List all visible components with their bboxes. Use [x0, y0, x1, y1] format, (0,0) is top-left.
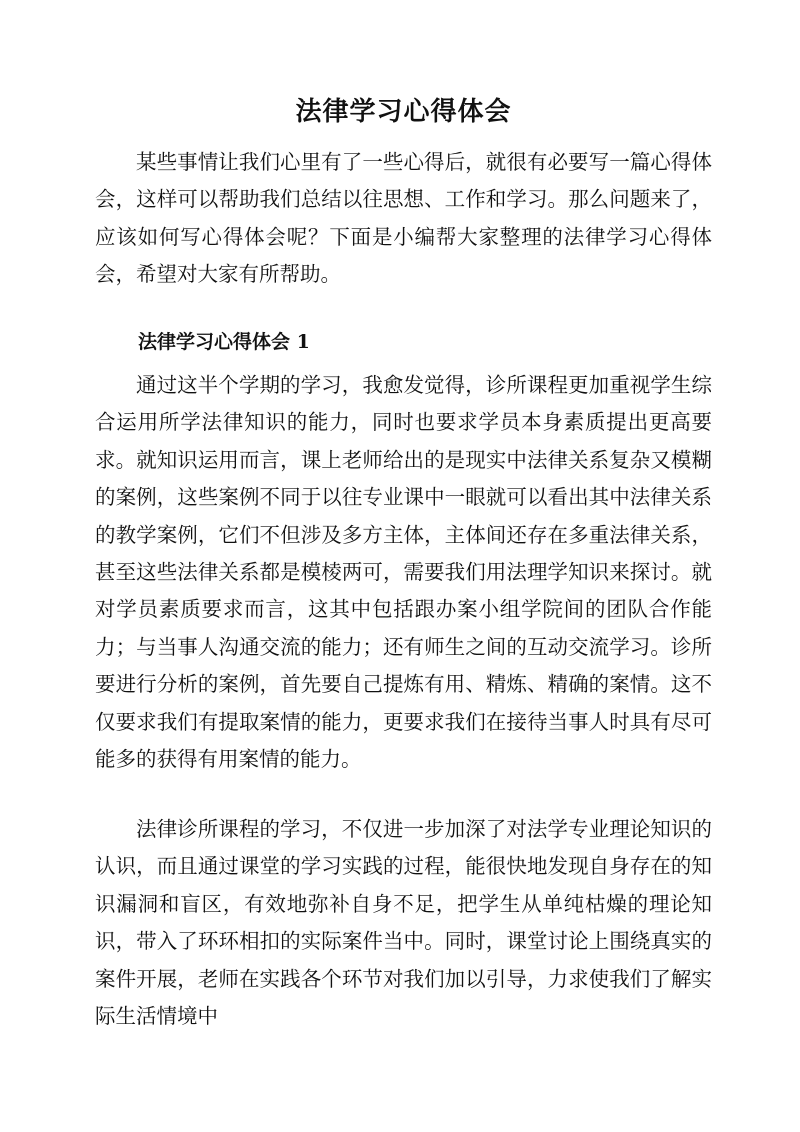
- intro-paragraph: 某些事情让我们心里有了一些心得后，就很有必要写一篇心得体会，这样可以帮助我们总结以往思想、工作和学习。那么问题来了，应该如何写心得体会呢？下面是小编帮大家整理的法律学习心得体会，希望对大家有所帮助。: [95, 150, 712, 287]
- document-title: 法律学习心得体会: [295, 97, 512, 127]
- body-paragraph-2: 法律诊所课程的学习，不仅进一步加深了对法学专业理论知识的认识，而且通过课堂的学习实践的过程，能很快地发现自身存在的知识漏洞和盲区，有效地弥补自身不足，把学生从单纯枯燥的理论知识，带入了环环相扣的实际案件当中。同时，课堂讨论上围绕真实的案件开展，老师在实践各个环节对我们加以引导，力求使我们了解实际生活情境中: [95, 817, 712, 1029]
- section-heading: 法律学习心得体会 1: [138, 331, 310, 353]
- body-paragraph-1: 通过这半个学期的学习，我愈发觉得，诊所课程更加重视学生综合运用所学法律知识的能力，同时也要求学员本身素质提出更高要求。就知识运用而言，课上老师给出的是现实中法律关系复杂又模糊的案例，这些案例不同于以往专业课中一眼就可以看出其中法律关系的教学案例，它们不但涉及多方主体，主体间还存在多重法律关系，甚至这些法律关系都是模棱两可，需要我们用法理学知识来探讨。就对学员素质要求而言，这其中包括跟办案小组学院间的团队合作能力；与当事人沟通交流的能力；还有师生之间的互动交流学习。诊所要进行分析的案例，首先要自己提炼有用、精炼、精确的案情。这不仅要求我们有提取案情的能力，更要求我们在接待当事人时具有尽可能多的获得有用案情的能力。: [95, 373, 712, 772]
